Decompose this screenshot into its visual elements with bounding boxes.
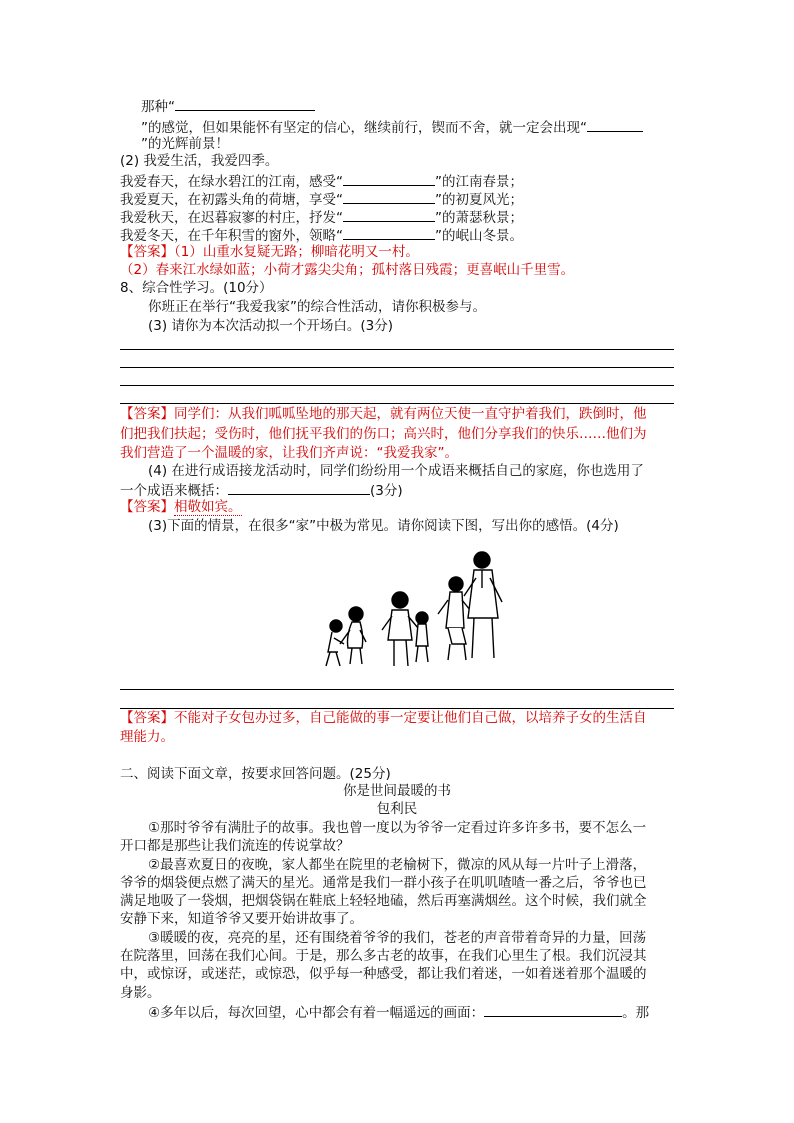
paragraph-2-cont: 爷爷的烟袋便点燃了满天的星光。通常是我们一群小孩子在叽叽喳喳一番之后，爷爷也已 bbox=[120, 875, 647, 891]
paragraph-3-cont: 中，或惊讶，或迷茫，或惊恐，似乎每一种感受，都让我们着迷，一如着迷着那个温暖的 bbox=[120, 966, 647, 982]
q8-intro: 你班正在举行“我爱我家”的综合性活动，请你积极参与。 bbox=[148, 299, 486, 315]
answer-tag: 【答案】 bbox=[120, 406, 174, 422]
q7-text: ”的感觉，但如果能怀有坚定的信心，继续前行，锲而不舍，就一定会出现“ bbox=[141, 120, 587, 136]
answer-blank[interactable] bbox=[587, 116, 643, 132]
answer-text: 相敬如宾。 bbox=[174, 499, 242, 515]
answer-line[interactable] bbox=[120, 385, 674, 386]
paragraph-1-cont: 开口都是那些让我们流连的传说掌故？ bbox=[120, 838, 350, 854]
q7-summer bbox=[120, 188, 523, 208]
paragraph-text: ④多年以后，每次回望，心中都会有着一幅遥远的画面： bbox=[148, 1005, 485, 1021]
answer-tag: 【答案】 bbox=[120, 710, 174, 726]
q8-sub5: (3)下面的情景，在很多“家”中极为常见。请你阅读下图，写出你的感悟。(4分) bbox=[148, 518, 619, 534]
q7-text: 那种“ bbox=[141, 99, 175, 115]
answer-text: 同学们：从我们呱呱坠地的那天起，就有两位天使一直守护着我们，跌倒时，他 bbox=[174, 406, 647, 422]
answer-tag: 【答案】 bbox=[120, 244, 174, 260]
answer-line[interactable] bbox=[120, 689, 674, 690]
q7-autumn bbox=[120, 206, 523, 226]
q7-text: ”的初夏风光； bbox=[435, 192, 523, 208]
paragraph-3-cont: 身影。 bbox=[120, 985, 161, 1001]
q7-text: 我爱秋天，在迟暮寂寥的村庄，抒发“ bbox=[120, 210, 343, 226]
paragraph-4 bbox=[148, 1001, 649, 1021]
answer-blank[interactable] bbox=[343, 188, 435, 204]
article-author: 包利民 bbox=[376, 801, 418, 817]
paragraph-1: ①那时爷爷有满肚子的故事。我也曾一度以为爷爷一定看过许多许多书，要不怎么一 bbox=[148, 820, 647, 836]
answer-blank[interactable] bbox=[484, 1001, 622, 1017]
q7-text: ”的萧瑟秋景； bbox=[435, 210, 523, 226]
q7-sub2: (2) 我爱生活，我爱四季。 bbox=[120, 153, 279, 169]
q8-text: 一个成语来概括： bbox=[120, 483, 228, 499]
answer-blank[interactable] bbox=[343, 206, 435, 222]
q7-text: ”的江南春景； bbox=[435, 174, 523, 190]
paragraph-2-cont: 满足地吸了一袋烟，把烟袋锅在鞋底上轻轻地磕，然后再塞满烟丝。这个时候，我们就全 bbox=[120, 893, 647, 909]
answer-text: 不能对子女包办过多，自己能做的事一定要让他们自己做，以培养子女的生活自 bbox=[174, 710, 647, 726]
answer-line[interactable] bbox=[120, 349, 674, 350]
paragraph-text: 。那 bbox=[622, 1005, 650, 1021]
q8-sub3: (3) 请你为本次活动拟一个开场白。(3分) bbox=[148, 318, 394, 334]
part2-heading: 二、阅读下面文章，按要求回答问题。(25分) bbox=[120, 766, 391, 782]
answer-tag: 【答案】 bbox=[120, 499, 174, 515]
family-illustration bbox=[322, 548, 506, 672]
paragraph-2-cont: 安静下来，知道爷爷又要开始讲故事了。 bbox=[120, 911, 363, 927]
answer-blank[interactable] bbox=[175, 95, 315, 111]
paragraph-3: ③暖暖的夜，亮亮的星，还有围绕着爷爷的我们，苍老的声音带着奇异的力量，回荡 bbox=[148, 930, 647, 946]
q7-spring bbox=[120, 170, 523, 190]
q8-sub4-line-2 bbox=[120, 479, 403, 499]
q8-answer-3-line-2: 们把我们扶起；受伤时，他们抚平我们的伤口；高兴时，他们分享我们的快乐……他们为 bbox=[120, 426, 647, 442]
q8-answer-4 bbox=[120, 497, 242, 517]
answer-line[interactable] bbox=[120, 367, 674, 368]
q8-answer-3-line-3: 我们营造了一个温暖的家，让我们齐声说：“我爱我家”。 bbox=[120, 445, 458, 461]
answer-blank[interactable] bbox=[343, 224, 435, 240]
q7-winter bbox=[120, 224, 523, 244]
q7-text: ”的岷山冬景。 bbox=[435, 228, 523, 244]
q7-answer-2: （2）春来江水绿如蓝；小荷才露尖尖角；孤村落日残霞；更喜岷山千里雪。 bbox=[120, 262, 575, 278]
paragraph-3-cont: 在院落里，回荡在我们心间。于是，那么多古老的故事，在我们心里生了根。我们沉浸其 bbox=[120, 948, 647, 964]
q8-answer-5-line-2: 理能力。 bbox=[120, 729, 174, 745]
answer-blank[interactable] bbox=[228, 479, 370, 495]
q7-line-2 bbox=[141, 116, 643, 136]
q8-answer-3-line-1 bbox=[120, 404, 647, 424]
q7-answer-1 bbox=[120, 242, 419, 262]
article-title: 你是世间最暖的书 bbox=[343, 783, 451, 799]
q8-text: (3分) bbox=[370, 483, 403, 499]
answer-text: （1）山重水复疑无路；柳暗花明又一村。 bbox=[174, 244, 419, 260]
q7-line-3: ”的光辉前景！ bbox=[141, 136, 229, 152]
q7-line-1 bbox=[141, 95, 315, 115]
q8-answer-5-line-1 bbox=[120, 708, 647, 728]
q7-text: 我爱冬天，在千年积雪的窗外，领略“ bbox=[120, 228, 343, 244]
q7-text: 我爱春天，在绿水碧江的江南，感受“ bbox=[120, 174, 343, 190]
paragraph-2: ②最喜欢夏日的夜晚，家人都坐在院里的老榆树下，微凉的风从每一片叶子上滑落， bbox=[148, 857, 647, 873]
q8-sub4: (4) 在进行成语接龙活动时，同学们纷纷用一个成语来概括自己的家庭，你也选用了 bbox=[148, 463, 644, 479]
q8-title: 8、综合性学习。(10分） bbox=[120, 280, 273, 296]
answer-blank[interactable] bbox=[343, 170, 435, 186]
q7-text: 我爱夏天，在初露头角的荷塘，享受“ bbox=[120, 192, 343, 208]
